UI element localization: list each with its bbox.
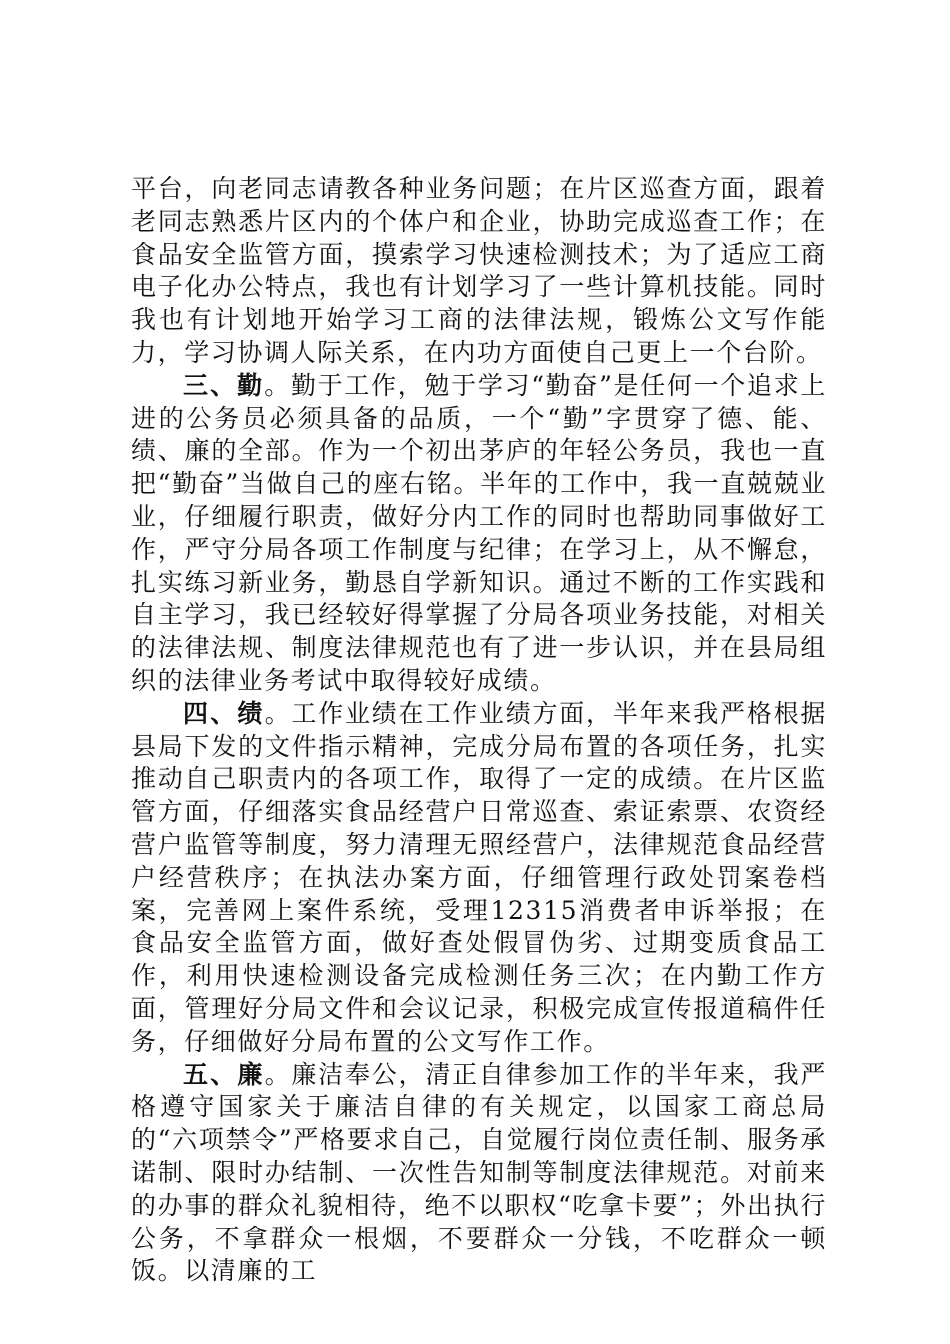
paragraph-continuation — [131, 173, 827, 370]
paragraph-integrity — [131, 1059, 827, 1289]
paragraph-text: 。勤于工作，勉于学习“勤奋”是任何一个追求上进的公务员必须具备的品质，一个“勤”字贯穿了德、能、绩、廉的全部。作为一个初出茅庐的年轻公务员，我也一直把“勤奋”当做自己的座右铭。半年的工作中，我一直兢兢业业，仔细履行职责，做好分内工作的同时也帮助同事做好工作，严守分局各项工作制度与纪律；在学习上，从不懈怠，扎实练习新业务，勤恳自学新知识。通过不断的工作实践和自主学习，我已经较好得掌握了分局各项业务技能，对相关的法律法规、制度法律规范也有了进一步认识，并在县局组织的法律业务考试中取得较好成绩。 — [131, 370, 827, 695]
section-heading: 三、勤 — [183, 370, 265, 400]
section-heading: 五、廉 — [183, 1059, 265, 1089]
paragraph-text: 平台，向老同志请教各种业务问题；在片区巡查方面，跟着老同志熟悉片区内的个体户和企业，协助完成巡查工作；在食品安全监管方面，摸索学习快速检测技术；为了适应工商电子化办公特点，我也有计划学习了一些计算机技能。同时我也有计划地开始学习工商的法律法规，锻炼公文写作能力，学习协调人际关系，在内功方面使自己更上一个台阶。 — [131, 174, 827, 367]
document-body — [131, 173, 827, 1288]
paragraph-diligence — [131, 370, 827, 698]
section-heading: 四、绩 — [183, 698, 265, 728]
paragraph-performance — [131, 698, 827, 1059]
paragraph-text: 。廉洁奉公，清正自律参加工作的半年来，我严格遵守国家关于廉洁自律的有关规定，以国家工商总局的“六项禁令”严格要求自己，自觉履行岗位责任制、服务承诺制、限时办结制、一次性告知制等制度法律规范。对前来的办事的群众礼貌相待，绝不以职权“吃拿卡要”；外出执行公务，不拿群众一根烟，不要群众一分钱，不吃群众一顿饭。以清廉的工 — [131, 1059, 827, 1286]
paragraph-text: 。工作业绩在工作业绩方面，半年来我严格根据县局下发的文件指示精神，完成分局布置的各项任务，扎实推动自己职责内的各项工作，取得了一定的成绩。在片区监管方面，仔细落实食品经营户日常巡查、索证索票、农资经营户监管等制度，努力清理无照经营户，法律规范食品经营户经营秩序；在执法办案方面，仔细管理行政处罚案卷档案，完善网上案件系统，受理12315消费者申诉举报；在食品安全监管方面，做好查处假冒伪劣、过期变质食品工作，利用快速检测设备完成检测任务三次；在内勤工作方面，管理好分局文件和会议记录，积极完成宣传报道稿件任务，仔细做好分局布置的公文写作工作。 — [131, 698, 827, 1056]
